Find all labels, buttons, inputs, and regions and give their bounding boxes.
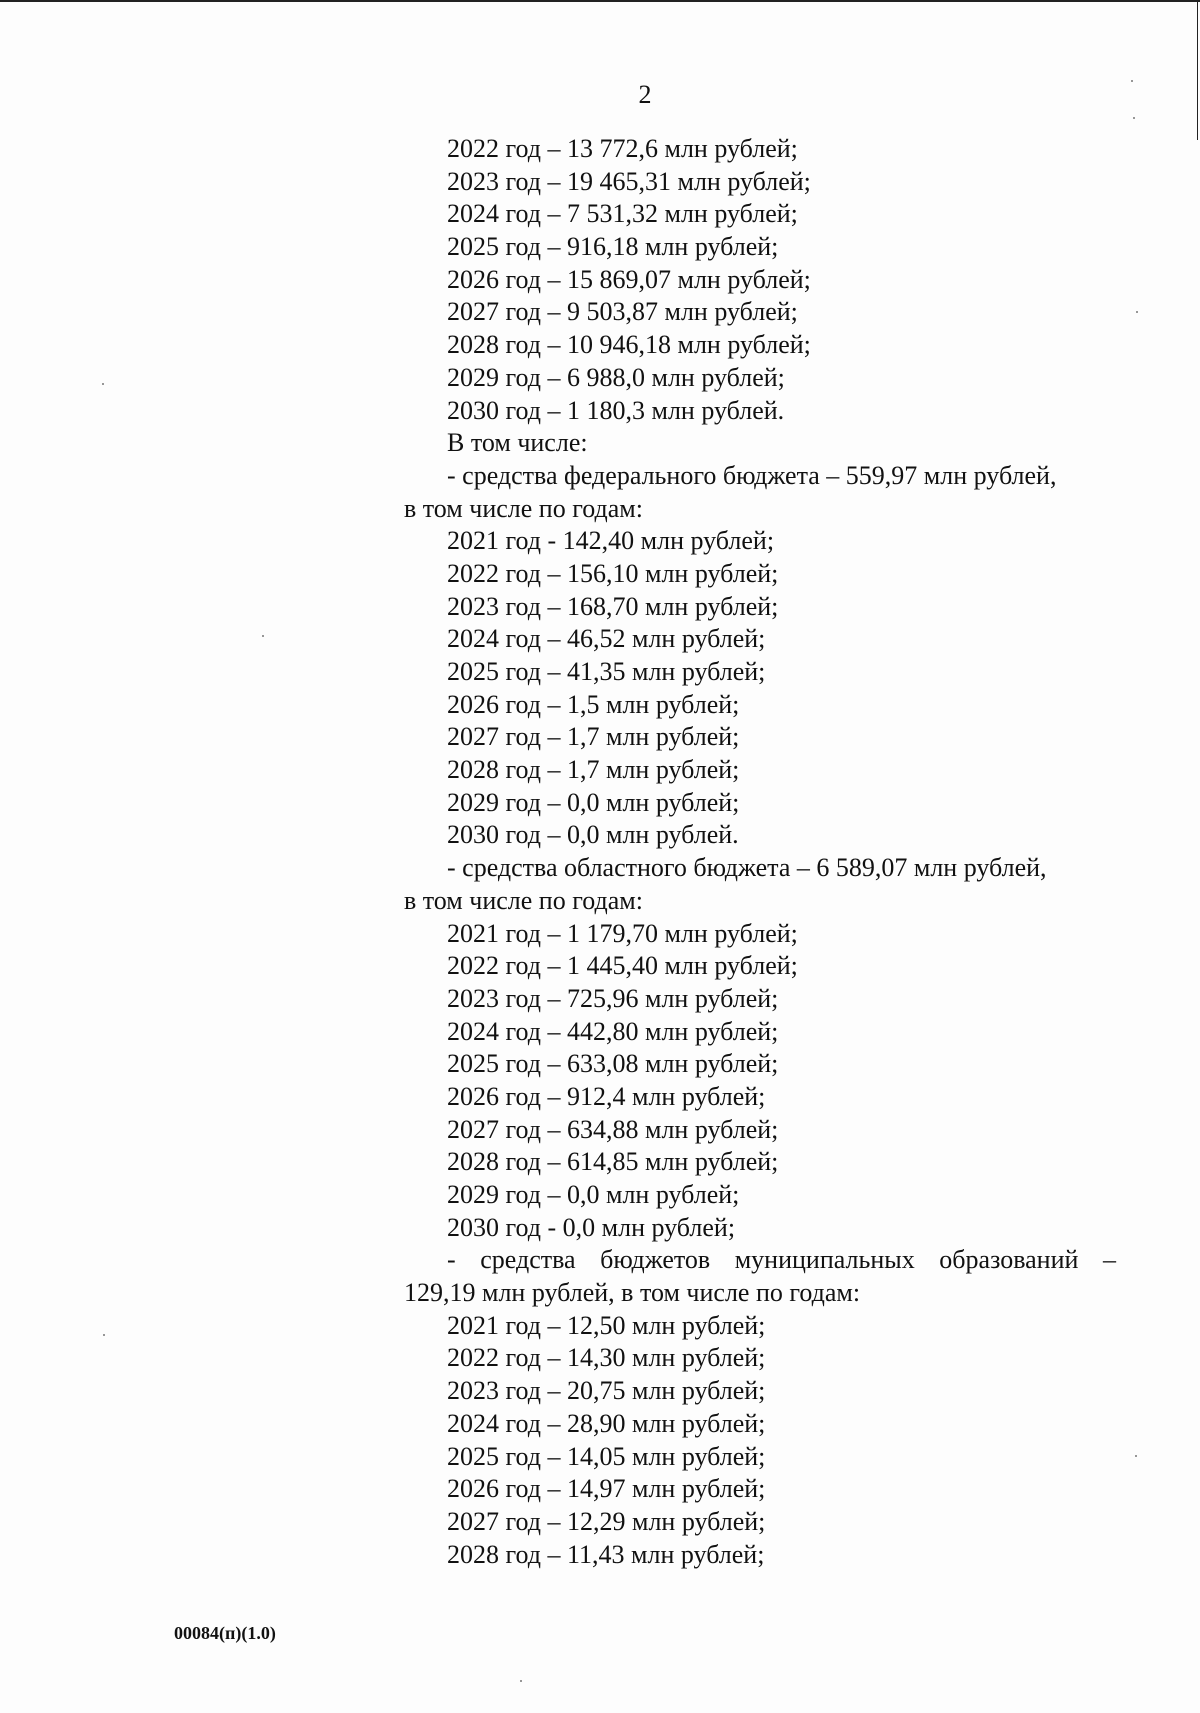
page-number: 2 <box>638 80 652 109</box>
text-line: 2026 год – 1,5 млн рублей; <box>447 689 740 719</box>
text-line: 2027 год – 634,88 млн рублей; <box>447 1114 779 1144</box>
text-line: 2029 год – 6 988,0 млн рублей; <box>447 362 785 392</box>
text-line: 2025 год – 14,05 млн рублей; <box>447 1441 766 1471</box>
text-line: 2022 год – 156,10 млн рублей; <box>447 558 779 588</box>
text-line: 2026 год – 14,97 млн рублей; <box>447 1474 766 1504</box>
text-line: 2022 год – 14,30 млн рублей; <box>447 1343 766 1373</box>
text-line: 2026 год – 912,4 млн рублей; <box>447 1081 766 1111</box>
document-body <box>404 133 1116 1571</box>
text-line: 2023 год – 725,96 млн рублей; <box>447 983 779 1013</box>
scan-speck <box>1136 311 1138 313</box>
scan-border-right <box>1197 0 1198 140</box>
scan-speck <box>1133 117 1135 119</box>
scan-speck <box>102 383 104 385</box>
text-line: 2024 год – 442,80 млн рублей; <box>447 1016 779 1046</box>
scan-speck <box>103 1334 105 1336</box>
text-line: 2029 год – 0,0 млн рублей; <box>447 1180 740 1209</box>
scan-speck <box>1135 1455 1137 1457</box>
text-line: в том числе по годам: <box>404 885 643 915</box>
scan-speck <box>262 635 264 637</box>
scan-border-top <box>0 0 1200 2</box>
text-line: 2025 год – 916,18 млн рублей; <box>447 232 779 262</box>
text-line: 2025 год – 41,35 млн рублей; <box>447 657 766 686</box>
text-line: 2027 год – 12,29 млн рублей; <box>447 1506 766 1536</box>
text-line: 2030 год – 0,0 млн рублей. <box>447 820 739 850</box>
text-line: 2021 год – 1 179,70 млн рублей; <box>447 918 798 948</box>
scan-speck <box>1131 80 1133 82</box>
text-line: 2029 год – 0,0 млн рублей; <box>447 787 740 817</box>
document-code: 00084(п)(1.0) <box>174 1623 276 1643</box>
text-line: 2022 год – 1 445,40 млн рублей; <box>447 951 798 981</box>
text-line: 2028 год – 10 946,18 млн рублей; <box>447 330 811 360</box>
text-line: 2026 год – 15 869,07 млн рублей; <box>447 264 811 294</box>
text-line: - средства федерального бюджета – 559,97 млн рублей, <box>447 460 1057 490</box>
text-line: 2028 год – 614,85 млн рублей; <box>447 1147 779 1177</box>
text-line: 2030 год - 0,0 млн рублей; <box>447 1212 736 1242</box>
text-line: 2028 год – 11,43 млн рублей; <box>447 1539 765 1569</box>
text-line: 2027 год – 9 503,87 млн рублей; <box>447 297 798 327</box>
text-line: 2028 год – 1,7 млн рублей; <box>447 755 740 785</box>
scan-speck <box>520 1680 522 1682</box>
text-line: 2027 год – 1,7 млн рублей; <box>447 722 740 752</box>
text-line: 2023 год – 19 465,31 млн рублей; <box>447 166 811 196</box>
text-line: 2023 год – 168,70 млн рублей; <box>447 591 779 621</box>
text-line: 2021 год – 12,50 млн рублей; <box>447 1310 766 1340</box>
text-line: 2024 год – 28,90 млн рублей; <box>447 1408 766 1438</box>
text-line: 2023 год – 20,75 млн рублей; <box>447 1376 766 1406</box>
text-line: в том числе по годам: <box>404 493 643 523</box>
text-line: 2021 год - 142,40 млн рублей; <box>447 526 775 556</box>
text-line: 2025 год – 633,08 млн рублей; <box>447 1049 779 1079</box>
text-line: 2022 год – 13 772,6 млн рублей; <box>447 134 798 163</box>
text-line: В том числе: <box>447 428 588 458</box>
text-line: - средства бюджетов муниципальных образований – <box>447 1245 1116 1275</box>
text-line: 2024 год – 7 531,32 млн рублей; <box>447 199 798 229</box>
text-line: 129,19 млн рублей, в том числе по годам: <box>404 1278 861 1308</box>
text-line: - средства областного бюджета – 6 589,07 млн рублей, <box>447 853 1047 883</box>
text-line: 2024 год – 46,52 млн рублей; <box>447 624 766 654</box>
text-line: 2030 год – 1 180,3 млн рублей. <box>447 395 785 425</box>
